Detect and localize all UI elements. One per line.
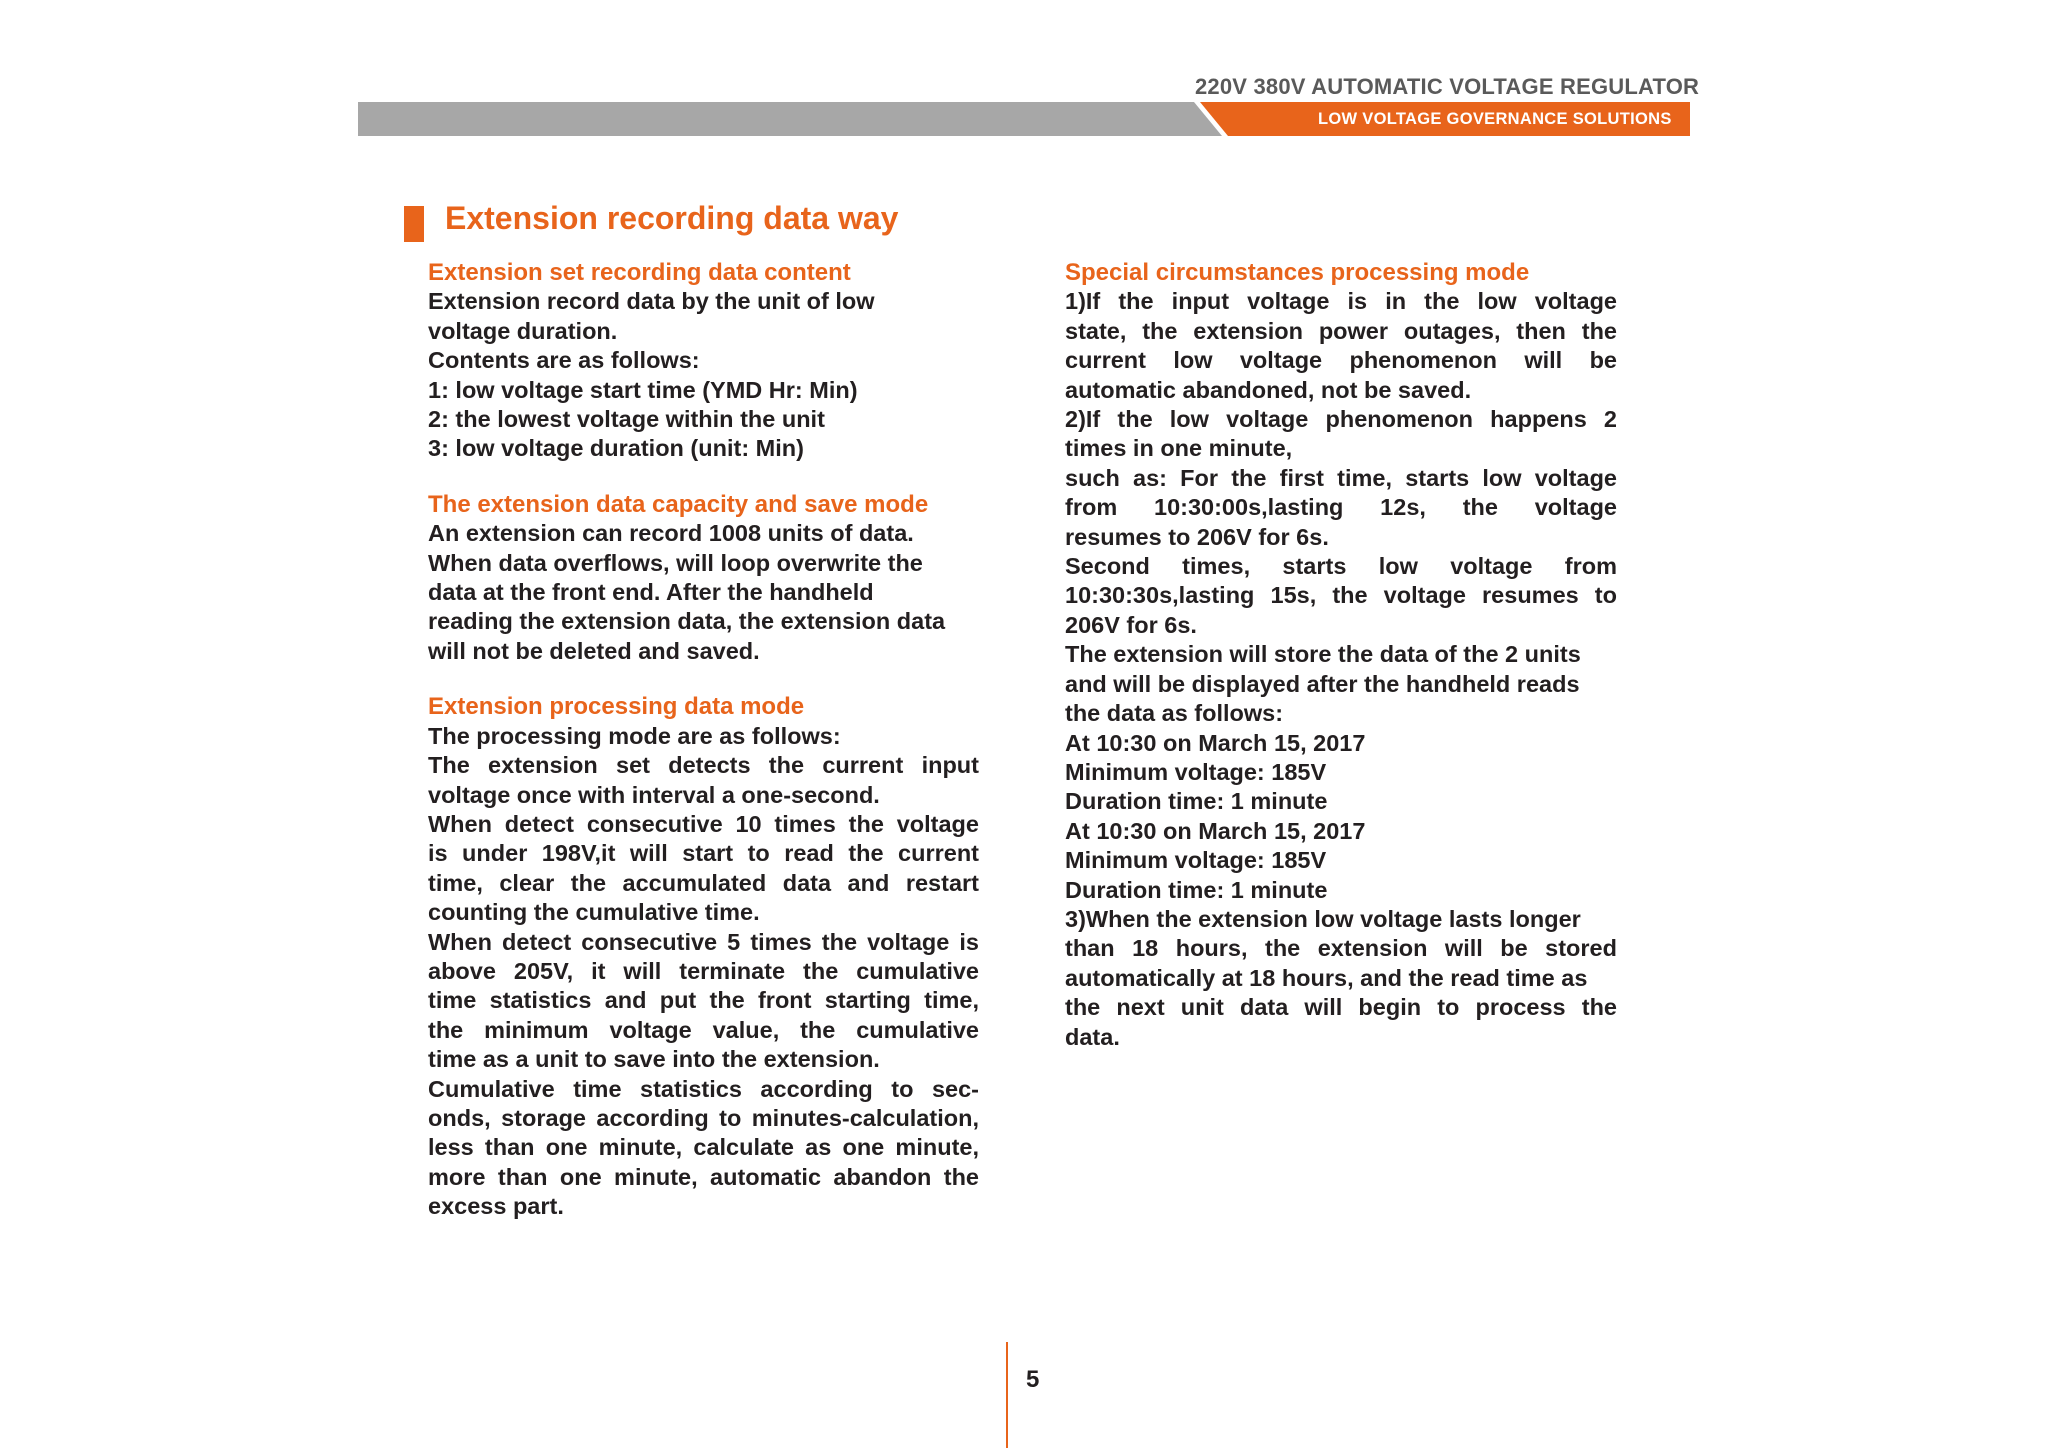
paragraph-line: excess part. <box>428 1193 564 1220</box>
paragraph-line: voltage once with interval a one-second. <box>428 781 880 808</box>
paragraph-line: time as a unit to save into the extension. <box>428 1046 880 1073</box>
subheading-recording-content: Extension set recording data content <box>428 259 851 286</box>
subheading-special-circumstances: Special circumstances processing mode <box>1065 259 1530 286</box>
paragraph-line: Cumulative time statistics according to sec- <box>428 1075 979 1102</box>
paragraph-line: The extension set detects the current input <box>428 752 979 779</box>
paragraph-line: 206V for 6s. <box>1065 611 1197 638</box>
list-item: 3: low voltage duration (unit: Min) <box>428 435 804 462</box>
paragraph-line: will not be deleted and saved. <box>428 637 760 664</box>
paragraph-line: The extension will store the data of the 2 units <box>1065 641 1581 668</box>
paragraph-line: time, clear the accumulated data and restart <box>428 869 979 896</box>
paragraph-line: The processing mode are as follows: <box>428 722 841 749</box>
paragraph-line: Second times, starts low voltage from <box>1065 553 1617 580</box>
footer-divider <box>1006 1342 1008 1448</box>
page-number: 5 <box>1026 1366 1040 1393</box>
paragraph-line: 1)If the input voltage is in the low voltage <box>1065 288 1617 315</box>
paragraph-line: 3)When the extension low voltage lasts longer <box>1065 905 1581 932</box>
paragraph-line: from 10:30:00s,lasting 12s, the voltage <box>1065 494 1617 521</box>
paragraph-line: state, the extension power outages, then the <box>1065 317 1617 344</box>
document-header-title: 220V 380V AUTOMATIC VOLTAGE REGULATOR <box>1195 74 1700 99</box>
paragraph-line: reading the extension data, the extension data <box>428 608 946 635</box>
right-column <box>1065 258 1617 1052</box>
document-header-subtitle: LOW VOLTAGE GOVERNANCE SOLUTIONS <box>1318 110 1672 128</box>
left-column <box>428 258 979 1222</box>
paragraph-line: current low voltage phenomenon will be <box>1065 347 1617 374</box>
paragraph-line: more than one minute, automatic abandon the <box>428 1163 979 1190</box>
paragraph-line: 10:30:30s,lasting 15s, the voltage resumes to <box>1065 582 1617 609</box>
paragraph-line: such as: For the first time, starts low voltage <box>1065 464 1617 491</box>
paragraph-line: counting the cumulative time. <box>428 899 760 926</box>
paragraph-line: voltage duration. <box>428 317 618 344</box>
paragraph-line: When data overflows, will loop overwrite the <box>428 549 923 576</box>
paragraph-line: data at the front end. After the handheld <box>428 579 874 606</box>
paragraph-line: the minimum voltage value, the cumulative <box>428 1016 979 1043</box>
subheading-capacity-save-mode: The extension data capacity and save mode <box>428 490 929 518</box>
paragraph-line: the data as follows: <box>1065 700 1284 727</box>
section-marker <box>404 206 424 242</box>
paragraph-line: Contents are as follows: <box>428 347 700 374</box>
paragraph-line: data. <box>1065 1023 1120 1050</box>
paragraph-line: An extension can record 1008 units of data. <box>428 520 914 547</box>
paragraph-gap <box>428 464 979 490</box>
subheading-processing-mode: Extension processing data mode <box>428 693 805 721</box>
record-timestamp: At 10:30 on March 15, 2017 <box>1065 729 1366 756</box>
paragraph-line: times in one minute, <box>1065 435 1293 462</box>
paragraph-line: above 205V, it will terminate the cumulative <box>428 957 979 984</box>
list-item: 2: the lowest voltage within the unit <box>428 406 825 433</box>
section-title: Extension recording data way <box>445 200 899 236</box>
paragraph-line: 2)If the low voltage phenomenon happens 2 <box>1065 406 1617 433</box>
list-item: 1: low voltage start time (YMD Hr: Min) <box>428 376 858 403</box>
record-duration: Duration time: 1 minute <box>1065 876 1328 903</box>
paragraph-line: resumes to 206V for 6s. <box>1065 523 1329 550</box>
record-min-voltage: Minimum voltage: 185V <box>1065 758 1327 785</box>
paragraph-line: When detect consecutive 5 times the voltage is <box>428 928 979 955</box>
record-timestamp: At 10:30 on March 15, 2017 <box>1065 817 1366 844</box>
paragraph-line: less than one minute, calculate as one minute, <box>428 1134 979 1161</box>
record-min-voltage: Minimum voltage: 185V <box>1065 847 1327 874</box>
paragraph-line: than 18 hours, the extension will be stored <box>1065 935 1617 962</box>
paragraph-line: time statistics and put the front starting time, <box>428 987 979 1014</box>
paragraph-line: Extension record data by the unit of low <box>428 288 875 315</box>
paragraph-line: automatic abandoned, not be saved. <box>1065 376 1472 403</box>
paragraph-line: onds, storage according to minutes-calculation, <box>428 1104 979 1131</box>
paragraph-line: and will be displayed after the handheld reads <box>1065 670 1580 697</box>
paragraph-line: When detect consecutive 10 times the voltage <box>428 810 979 837</box>
paragraph-line: automatically at 18 hours, and the read time as <box>1065 964 1588 991</box>
paragraph-gap <box>428 666 979 692</box>
paragraph-line: the next unit data will begin to process the <box>1065 994 1617 1021</box>
paragraph-line: is under 198V,it will start to read the current <box>428 840 979 867</box>
record-duration: Duration time: 1 minute <box>1065 788 1328 815</box>
